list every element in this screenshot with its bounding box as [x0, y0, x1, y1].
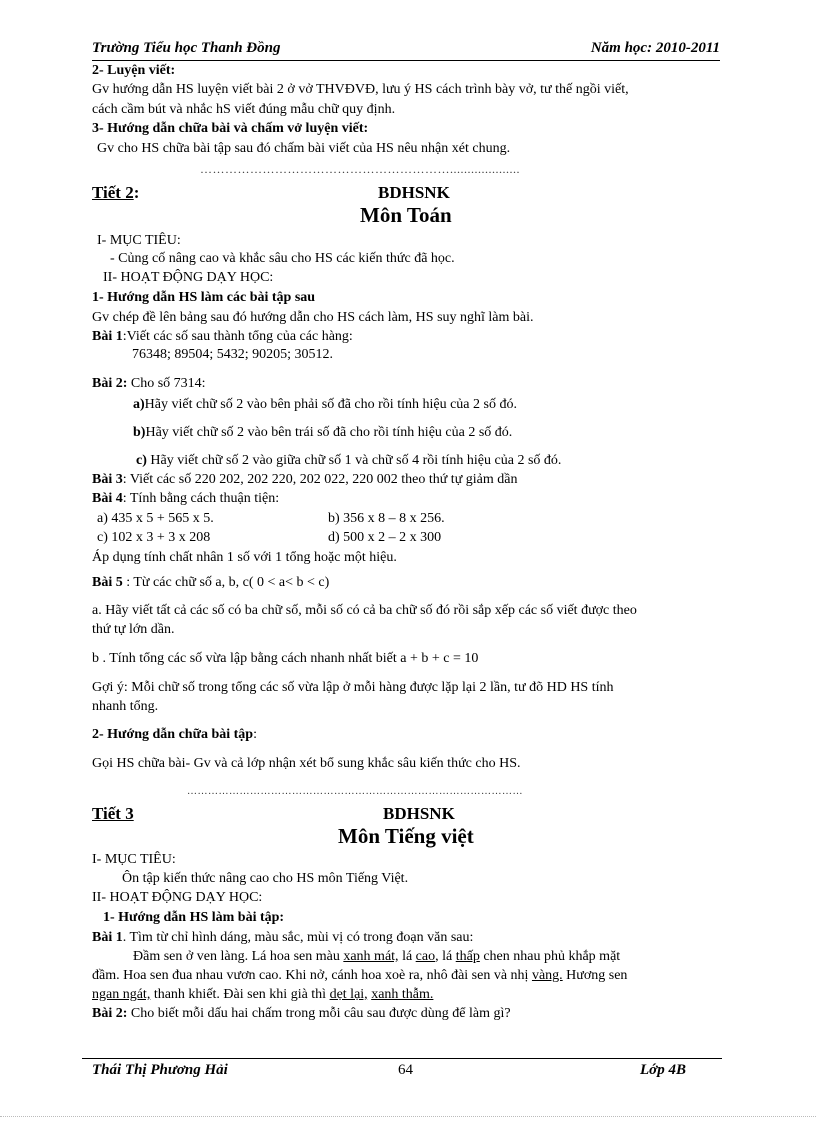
paragraph: Gv hướng dẫn HS luyện viết bài 2 ở vở THVĐVĐ, lưu ý HS cách trình bày vở, tư thế ngồi viết,: [92, 82, 629, 97]
exercise-1: [92, 329, 353, 345]
huong-dan-heading: 1- Hướng dẫn HS làm các bài tập sau: [92, 290, 316, 305]
page-bottom-border: [0, 1116, 816, 1117]
exercise-5a: a. Hãy viết tất cả các số có ba chữ số, mỗi số có cả ba chữ số đó rồi sắp xếp các số viết được theo: [92, 603, 637, 618]
paragraph: Gv cho HS chữa bài tập sau đó chấm bài viết của HS nêu nhận xét chung.: [97, 141, 511, 156]
exercise-text: Cho biết mỗi dấu hai chấm trong mỗi câu sau được dùng để làm gì?: [127, 1006, 511, 1021]
exercise-4d: d) 500 x 2 – 2 x 300: [328, 530, 442, 545]
exercise-text: :Viết các số sau thành tổng của các hàng:: [122, 329, 353, 344]
text: , lá: [435, 949, 456, 964]
text: lá: [398, 949, 416, 964]
heading-colon: :: [253, 727, 257, 742]
lesson3-heading: Tiết 3: [92, 804, 134, 823]
exercise-3: [92, 472, 518, 488]
exercise-text: . Tìm từ chỉ hình dáng, màu sắc, mùi vị có trong đoạn văn sau:: [122, 930, 474, 945]
page-number: 64: [398, 1062, 413, 1078]
exercise-label: Bài 2:: [92, 1006, 128, 1021]
exercise-1: [92, 930, 473, 946]
heading-luyen-viet: 2- Luyện viết:: [92, 63, 176, 78]
exercise-2c: [136, 453, 561, 469]
exercise-5a-cont: thứ tự lớn dần.: [92, 622, 175, 637]
page-header: [92, 40, 720, 61]
hint: Gợi ý: Mỗi chữ số trong tổng các số vừa lập ở mỗi hàng được lặp lại 2 lần, tư đõ HD HS tính: [92, 680, 614, 695]
muc-tieu-heading: I- MỤC TIÊU:: [97, 233, 181, 248]
exercise-2b: [133, 425, 512, 441]
muc-tieu-heading: I- MỤC TIÊU:: [92, 852, 176, 867]
muc-tieu-item: - Củng cố nâng cao và khắc sâu cho HS các kiến thức đã học.: [110, 251, 455, 266]
school-year: Năm học: 2010-2011: [590, 40, 720, 56]
exercise-5: [92, 575, 329, 591]
paragraph: cách cầm bút và nhắc hS viết đúng mẫu chữ quy định.: [92, 102, 396, 117]
exercise-label: Bài 4: [92, 491, 123, 506]
underlined-word: xanh thẫm.: [371, 987, 434, 1002]
paragraph: Gọi HS chữa bài- Gv và cả lớp nhận xét bổ sung khắc sâu kiến thức cho HS.: [92, 756, 521, 771]
sub-label: b): [133, 425, 146, 440]
exercise-4c: c) 102 x 3 + 3 x 208: [97, 530, 211, 545]
text: Hương sen: [562, 968, 628, 983]
text: chen nhau phủ khắp mặt: [479, 949, 621, 964]
text: đầm. Hoa sen đua nhau vươn cao. Khi nở, cánh hoa xoè ra, nhô đài sen và nhị: [92, 968, 532, 983]
exercise-label: Bài 5: [92, 575, 123, 590]
hoat-dong-heading: II- HOẠT ĐỘNG DẠY HỌC:: [92, 890, 263, 905]
separator: ……………………………………………………………………………………: [187, 786, 523, 797]
hint-cont: nhanh tổng.: [92, 699, 159, 714]
lesson2-code: BDHSNK: [378, 183, 450, 202]
sub-text: Hãy viết chữ số 2 vào giữa chữ số 1 và chữ số 4 rồi tính hiệu của 2 số đó.: [146, 453, 562, 468]
exercise-label: Bài 2:: [92, 376, 128, 391]
underlined-word: dẹt lại,: [329, 987, 368, 1002]
underlined-word: ngan ngát,: [92, 987, 151, 1002]
passage-line-1: [133, 949, 620, 965]
muc-tieu-item: Ôn tập kiến thức nâng cao cho HS môn Tiếng Việt.: [122, 871, 409, 886]
underlined-word: cao: [415, 949, 436, 964]
passage-line-3: [92, 987, 433, 1003]
exercise-text: : Viết các số 220 202, 202 220, 202 022, 220 002 theo thứ tự giảm dần: [122, 472, 518, 487]
exercise-label: Bài 3: [92, 472, 123, 487]
class-name: Lớp 4B: [640, 1062, 686, 1078]
footer-divider: [82, 1058, 722, 1059]
lesson2-subject: Môn Toán: [360, 203, 452, 227]
exercise-text: Cho số 7314:: [127, 376, 206, 391]
exercise-2a: [133, 397, 517, 413]
exercise-4b: b) 356 x 8 – 8 x 256.: [328, 511, 445, 526]
hoat-dong-heading: II- HOẠT ĐỘNG DẠY HỌC:: [103, 270, 274, 285]
exercise-label: Bài 1: [92, 329, 123, 344]
sub-text: Hãy viết chữ số 2 vào bên trái số đã cho rồi tính hiệu của 2 số đó.: [145, 425, 513, 440]
exercise-text: : Tính bằng cách thuận tiện:: [122, 491, 280, 506]
lesson3-code: BDHSNK: [383, 804, 455, 823]
exercise-2: [92, 1006, 511, 1022]
paragraph: Gv chép đề lên bảng sau đó hướng dẫn cho HS cách làm, HS suy nghĩ làm bài.: [92, 310, 534, 325]
underlined-word: xanh mát,: [343, 949, 399, 964]
exercise-5b: b . Tính tổng các số vừa lập bằng cách nhanh nhất biết a + b + c = 10: [92, 651, 479, 666]
underlined-word: thấp: [455, 949, 480, 964]
exercise-4: [92, 491, 279, 507]
text: Đầm sen ở ven làng. Lá hoa sen màu: [133, 949, 344, 964]
exercise-text: : Từ các chữ số a, b, c( 0 < a< b < c): [122, 575, 330, 590]
sub-label: c): [136, 453, 147, 468]
exercise-label: Bài 1: [92, 930, 123, 945]
exercise-1-numbers: 76348; 89504; 5432; 90205; 30512.: [132, 347, 334, 362]
lesson-label: Tiết 2: [92, 183, 134, 202]
sub-text: Hãy viết chữ số 2 vào bên phải số đã cho rồi tính hiệu của 2 số đó.: [144, 397, 517, 412]
exercise-4a: a) 435 x 5 + 565 x 5.: [97, 511, 214, 526]
lesson3-subject: Môn Tiếng việt: [338, 824, 474, 848]
lesson-label-colon: :: [133, 183, 140, 202]
huong-dan-chua-heading: [92, 727, 257, 743]
separator: ……………………………………………………....................: [200, 162, 520, 176]
sub-label: a): [133, 397, 145, 412]
teacher-name: Thái Thị Phương Hải: [92, 1062, 228, 1078]
heading-chua-bai: 3- Hướng dẫn chữa bài và chấm vở luyện viết:: [92, 121, 369, 136]
passage-line-2: [92, 968, 627, 984]
paragraph: Áp dụng tính chất nhân 1 số với 1 tổng hoặc một hiệu.: [92, 550, 397, 565]
exercise-2: [92, 376, 206, 392]
lesson2-heading: [92, 183, 139, 203]
underlined-word: vàng.: [531, 968, 563, 983]
text: thanh khiết. Đài sen khi già thì: [150, 987, 330, 1002]
heading-text: 2- Hướng dẫn chữa bài tập: [92, 727, 254, 742]
school-name: Trường Tiểu học Thanh Đồng: [92, 40, 281, 56]
huong-dan-heading: 1- Hướng dẫn HS làm bài tập:: [103, 910, 285, 925]
